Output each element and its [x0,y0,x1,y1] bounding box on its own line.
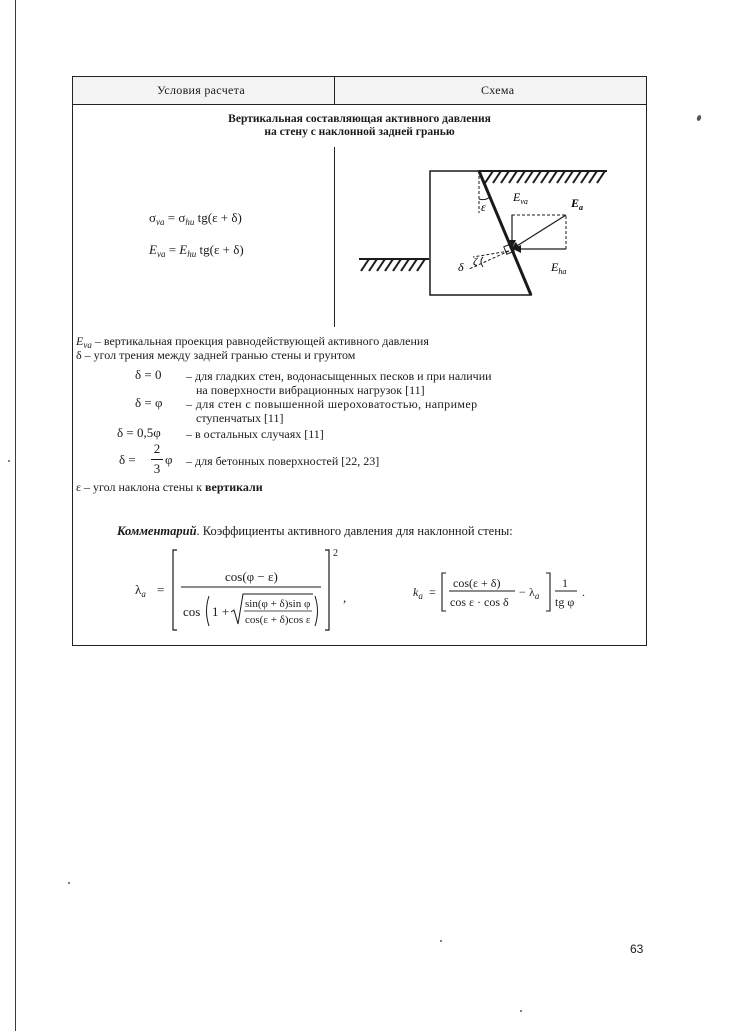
case-1-condition: δ = 0 [135,367,162,382]
lambda-formula [133,542,363,638]
def-eva-sym: E [76,334,84,348]
case-4-pre: δ = [119,452,136,467]
k-numerator: cos(ε + δ) [453,576,501,590]
lambda-right-bracket [325,550,329,630]
force-Ea-arrow [512,215,566,249]
formula-E-va [149,242,244,259]
comment-text: . Коэффициенты активного давления для наклонной стены: [196,524,513,538]
def-eva-sub: va [83,340,92,350]
f1-lhs: σ [149,210,157,225]
formula-sigma-va [149,210,242,227]
lambda-exponent: 2 [333,548,338,559]
lambda-left-bracket [173,550,177,630]
case-3-condition: δ = 0,5φ [117,425,161,440]
case-2-desc1: – для стен с повышенной шероховатостью, например [186,397,478,411]
lambda-numerator: cos(φ − ε) [225,569,278,584]
case-4-denominator: 3 [153,461,161,476]
epsilon-text: ε – угол наклона стены к [76,480,206,494]
header-separator [334,77,335,104]
k-lhs: $k_a$ [413,585,423,601]
f2-lhs: E [149,242,157,257]
f2-eq: = [168,242,177,257]
case-4-phi: φ [165,452,173,467]
f1-rhs-sub: hu [185,217,195,227]
lambda-lhs: $\lambda_a$ [135,582,146,599]
k-period: . [582,585,585,599]
case-4-desc1: – для бетонных поверхностей [22, 23] [186,454,380,468]
k-mult-denominator: tg φ [555,595,575,609]
label-Eha: $E_{ha}$ [551,260,567,276]
table-header-row [73,77,646,105]
header-scheme: Схема [481,83,515,97]
k-right-bracket [546,573,550,611]
f1-tail: tg(ε + δ) [197,210,242,225]
top-ground-hatch [479,171,607,183]
page-number: 63 [630,942,644,956]
table-frame [72,76,647,646]
definition-delta: δ – угол трения между задней гранью стены и грунтом [76,348,356,362]
case-3-desc1: – в остальных случаях [11] [186,427,324,441]
label-Ea: $E_a$ [571,196,584,212]
section-title-line1: Вертикальная составляющая активного давления [228,113,491,125]
f2-tail: tg(ε + δ) [199,242,244,257]
k-denominator: cos ε · cos δ [450,595,509,609]
f1-eq: = [167,210,176,225]
scan-speck [8,460,10,462]
comment-line [117,524,513,538]
f2-lhs-sub: va [156,249,166,259]
case-2-desc2: ступенчатых [11] [196,411,284,425]
case-1-desc2: на поверхности вибрационных нагрузок [11] [196,383,425,397]
comment-label: Комментарий [117,524,197,538]
definition-epsilon [76,480,263,494]
lambda-den-cos: cos [183,604,201,619]
f1-lhs-sub: va [156,217,165,227]
k-minus: − [519,585,526,599]
label-Eva: $E_{va}$ [513,190,528,206]
k-mult-numerator: 1 [562,576,568,590]
scan-speck [520,1010,522,1012]
k-lambda: $\lambda_a$ [529,585,540,601]
k-formula [411,567,611,617]
case-1-desc1: – для гладких стен, водонасыщенных песков и при наличии [186,369,492,383]
def-eva-text: – вертикальная проекция равнодействующей активного давления [91,334,429,348]
label-zeta: ζ [473,256,478,268]
lambda-eq: = [157,582,165,597]
scan-speck [696,114,702,121]
header-conditions: Условия расчета [157,83,245,97]
case-4-numerator: 2 [153,441,161,456]
lambda-comma: , [343,590,347,605]
epsilon-bold: вертикали [205,480,263,494]
f2-rhs-sub: hu [187,249,197,259]
scan-edge-line [15,0,16,1031]
k-left-bracket [442,573,446,611]
case-4-condition [119,452,136,468]
section-title-line2: на стену с наклонной задней гранью [264,126,455,138]
case-2-condition: δ = φ [135,395,163,410]
f1-rhs: σ [178,210,186,225]
left-ground-hatch [359,259,429,271]
wall-pressure-diagram [335,161,646,311]
lambda-sqrt-numerator: sin(φ + δ)sin φ [245,598,311,610]
scan-speck [68,882,70,884]
label-epsilon: ε [481,200,486,214]
k-eq: = [429,585,436,599]
case-4-fraction-bar [151,459,163,460]
scan-speck [440,940,442,942]
lambda-den-one: 1 + [212,604,230,619]
f2-rhs: E [179,242,188,257]
label-delta: δ [458,260,464,274]
lambda-paren-right [315,596,318,626]
lambda-sqrt-denominator: cos(ε + δ)cos ε [245,614,311,626]
lambda-paren-left [207,596,210,626]
